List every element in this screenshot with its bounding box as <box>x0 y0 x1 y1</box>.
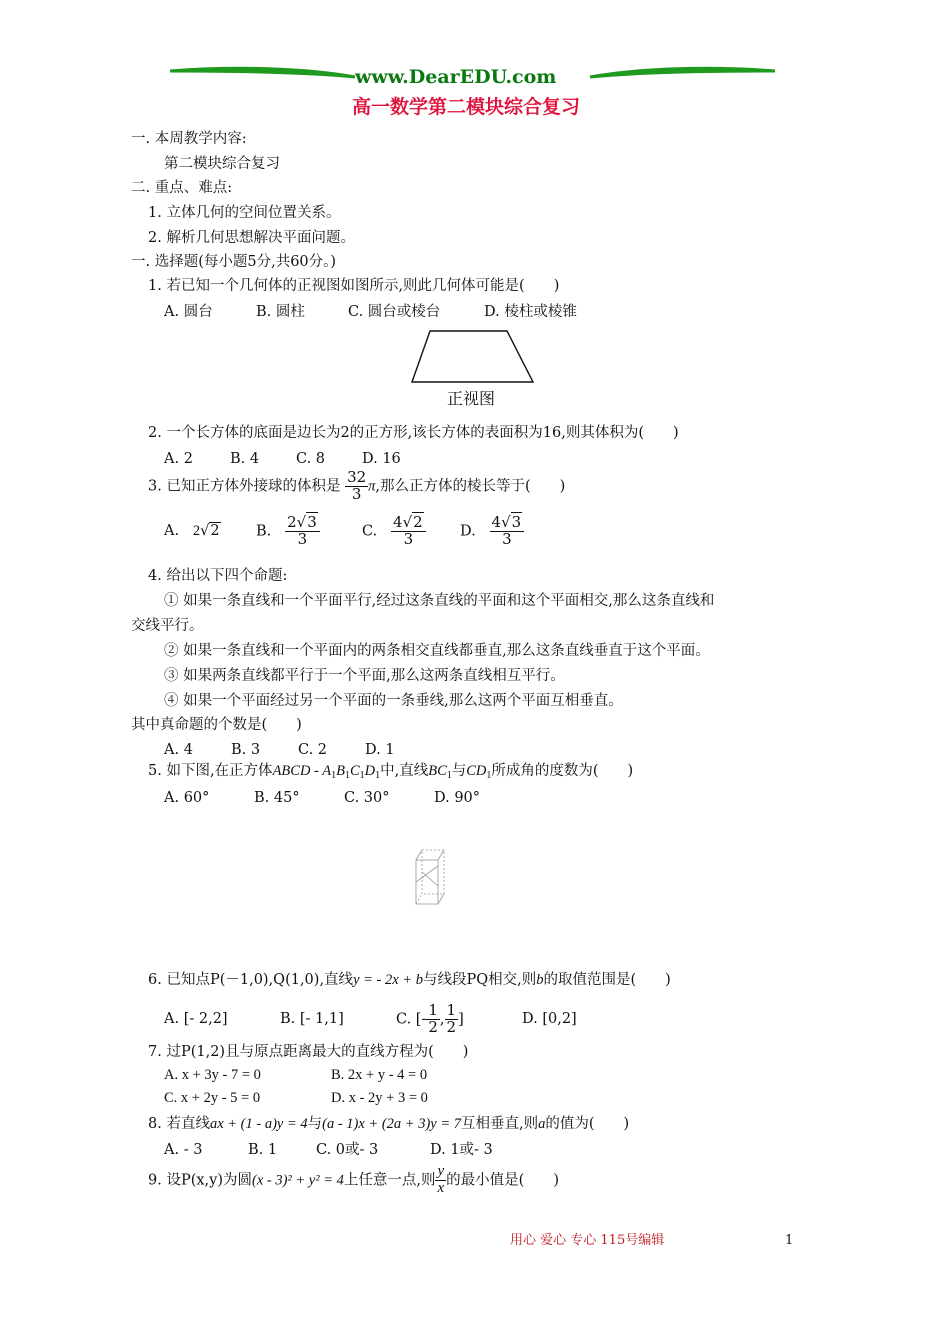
right-green-swoosh <box>590 68 775 77</box>
q8-option-a: A. - 3 <box>164 1142 203 1158</box>
q5-option-b: B. 45° <box>254 790 300 806</box>
q3-volume-fraction: $\frac{32}{3}$ <box>347 468 367 503</box>
section-1-body: 第二模块综合复习 <box>164 156 280 172</box>
section-3-heading: 一. 选择题(每小题5分,共60分。) <box>131 254 337 270</box>
q2-stem: 2. 一个长方体的底面是边长为2的正方形,该长方体的表面积为16,则其体积为( ) <box>148 425 679 441</box>
q7-option-a: A. x + 3y - 7 = 0 <box>164 1067 261 1083</box>
q4-option-d: D. 1 <box>365 742 395 758</box>
q3-option-a: A. 2√2 <box>164 523 220 540</box>
section-2-heading: 二. 重点、难点: <box>131 180 233 196</box>
q3-pi: π <box>368 478 376 495</box>
q2-option-c: C. 8 <box>296 451 326 467</box>
q5-option-d: D. 90° <box>434 790 481 806</box>
q7-option-d: D. x - 2y + 3 = 0 <box>331 1090 428 1106</box>
q2-option-a: A. 2 <box>164 451 193 467</box>
q4-option-a: A. 4 <box>164 742 193 758</box>
section-2-item-1: 1. 立体几何的空间位置关系。 <box>148 205 341 221</box>
q9-ratio-fraction: $\frac{y}{x}$ <box>437 1163 445 1196</box>
q8-option-d: D. 1或- 3 <box>430 1142 493 1158</box>
q4-options <box>164 742 395 759</box>
q1-options <box>164 304 577 321</box>
q8-a: a <box>538 1116 546 1132</box>
q4-proposition-1b: 交线平行。 <box>131 618 204 634</box>
page-title: 高一数学第二模块综合复习 <box>352 96 581 118</box>
q3-stem-a: 3. 已知正方体外接球的体积是 <box>148 478 341 495</box>
q4-option-c: C. 2 <box>298 742 328 758</box>
q1-option-d: D. 棱柱或棱锥 <box>484 304 577 320</box>
q6-option-d: D. [0,2] <box>522 1010 577 1027</box>
q3-option-d: D. $\frac{4√3}{3}$ <box>460 515 524 548</box>
q5-options <box>164 790 480 807</box>
q8-line-1: ax + (1 - a)y = 4 <box>209 1116 308 1132</box>
q3-options <box>164 515 524 548</box>
page-number: 1 <box>785 1233 794 1248</box>
q2-option-d: D. 16 <box>362 451 401 467</box>
q6-b: b <box>536 972 544 988</box>
q9-circle-equation: (x - 3)² + y² = 4 <box>252 1172 344 1189</box>
section-2-item-2: 2. 解析几何思想解决平面问题。 <box>148 230 355 246</box>
q5-option-c: C. 30° <box>344 790 390 806</box>
q1-option-b: B. 圆柱 <box>256 304 305 320</box>
q6-options <box>164 1003 577 1036</box>
q7-stem: 7. 过P(1,2)且与原点距离最大的直线方程为( ) <box>148 1044 469 1060</box>
q6-option-c: C. [- $\frac{1}{2}$ , $\frac{1}{2}$ ] <box>396 1001 464 1036</box>
q1-figure-caption: 正视图 <box>447 389 496 408</box>
q6-option-b: B. [- 1,1] <box>280 1010 344 1027</box>
footer-text: 用心 爱心 专心 115号编辑 <box>510 1233 665 1248</box>
q4-stem: 4. 给出以下四个命题: <box>148 568 288 584</box>
q1-option-c: C. 圆台或棱台 <box>348 304 441 320</box>
q4-proposition-2: ② 如果一条直线和一个平面内的两条相交直线都垂直,那么这条直线垂直于这个平面。 <box>164 643 710 659</box>
q9-stem: 9. 设P(x,y)为圆(x - 3)² + y² = 4上任意一点,则 $\frac{y}{x}$ 的最小值是( ) <box>148 1163 559 1196</box>
q8-option-c: C. 0或- 3 <box>316 1142 379 1158</box>
q4-proposition-4: ④ 如果一个平面经过另一个平面的一条垂线,那么这两个平面互相垂直。 <box>164 693 623 709</box>
q6-stem: 6. 已知点P(－1,0),Q(1,0),直线y = - 2x + b与线段PQ相交,则b的取值范围是( ) <box>148 972 671 988</box>
site-url: www.DearEDU.com <box>355 66 557 88</box>
q4-option-b: B. 3 <box>231 742 261 758</box>
q3-stem-b: ,那么正方体的棱长等于( ) <box>375 478 566 495</box>
q3-option-c: C. $\frac{4√2}{3}$ <box>362 515 460 548</box>
q2-options <box>164 451 401 468</box>
q5-cube-figure <box>412 846 448 906</box>
q1-option-a: A. 圆台 <box>164 304 213 320</box>
q3-stem <box>148 470 565 503</box>
left-green-swoosh <box>170 68 355 77</box>
q3-option-b: B. $\frac{2√3}{3}$ <box>256 515 362 548</box>
q7-option-b: B. 2x + y - 4 = 0 <box>331 1067 428 1083</box>
q5-stem: 5. 如下图,在正方体ABCD - $A_1B_1C_1D_1$中,直线$BC_1$与$CD_1$所成角的度数为( ) <box>148 763 634 781</box>
q4-proposition-3: ③ 如果两条直线都平行于一个平面,那么这两条直线相互平行。 <box>164 668 565 684</box>
q8-line-2: (a - 1)x + (2a + 3)y = 7 <box>322 1116 462 1132</box>
q1-trapezoid-figure <box>408 328 538 386</box>
q2-option-b: B. 4 <box>230 451 260 467</box>
section-1-heading: 一. 本周教学内容: <box>131 131 247 147</box>
q8-options <box>164 1142 493 1159</box>
q8-option-b: B. 1 <box>248 1142 278 1158</box>
q8-stem: 8. 若直线ax + (1 - a)y = 4与(a - 1)x + (2a + 3)y = 7互相垂直,则a的值为( ) <box>148 1116 630 1132</box>
q5-option-a: A. 60° <box>164 790 210 806</box>
q4-question: 其中真命题的个数是( ) <box>131 717 302 733</box>
q5-cube-name: ABCD - $A_1B_1C_1D_1$ <box>272 763 381 781</box>
q5-line-cd1: $CD_1$ <box>466 763 492 781</box>
q6-line-equation: y = - 2x + b <box>353 972 423 988</box>
q6-option-a: A. [- 2,2] <box>164 1010 228 1027</box>
q5-line-bc1: $BC_1$ <box>428 763 452 781</box>
q1-stem: 1. 若已知一个几何体的正视图如图所示,则此几何体可能是( ) <box>148 278 560 294</box>
q4-proposition-1a: ① 如果一条直线和一个平面平行,经过这条直线的平面和这个平面相交,那么这条直线和 <box>164 593 715 609</box>
q7-option-c: C. x + 2y - 5 = 0 <box>164 1090 261 1106</box>
